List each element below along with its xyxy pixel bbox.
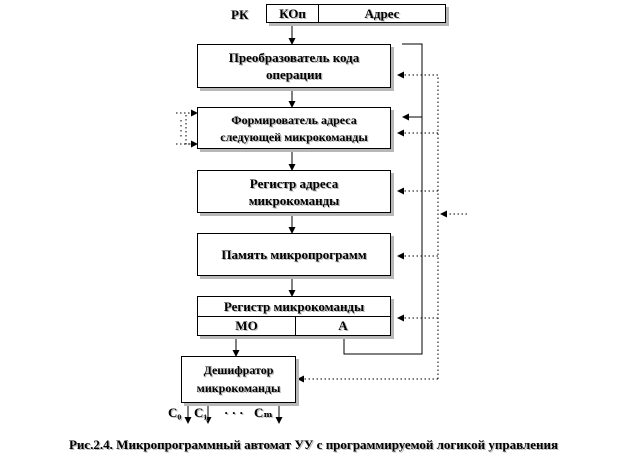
microcommand-address-register-line2: микрокоманды [248, 193, 340, 208]
signal-c1: C₁ [194, 405, 208, 420]
microcommand-decoder-block [181, 356, 296, 403]
signal-cm: Cₘ [254, 405, 273, 420]
microcommand-decoder-line1: Дешифратор [203, 363, 274, 377]
dotted-control-trunk [399, 75, 438, 379]
dotted-condition-bracket [176, 113, 196, 144]
opcode-field: КОп [279, 6, 306, 21]
opcode-converter-line1: Преобразователь кода [228, 50, 360, 65]
opcode-converter-line2: операции [266, 67, 322, 82]
next-address-former-block [197, 107, 391, 149]
microcommand-address-register-line1: Регистр адреса [249, 176, 339, 191]
microcommand-register-divider-h [198, 316, 390, 317]
microcommand-register-block [197, 296, 391, 336]
microprogram-memory-block [197, 233, 391, 276]
next-address-former-line2: следующей микрокоманды [220, 130, 368, 144]
microprogram-memory-label: Память микропрограмм [221, 247, 367, 262]
microcommand-register-title: Регистр микрокоманды [223, 299, 365, 314]
figure-caption: Рис.2.4. Микропрограммный автомат УУ с программируемой логикой управления [68, 437, 558, 452]
instruction-register [266, 4, 446, 23]
microcommand-decoder-line2: микрокоманды [196, 381, 281, 395]
microcommand-address-register-block [197, 170, 391, 213]
instruction-register-label: РК [231, 7, 249, 22]
opcode-converter-block [197, 44, 391, 88]
next-address-former-line1: Формирователь адреса [231, 113, 357, 127]
signal-dots: · · · [224, 405, 244, 420]
a-field: А [338, 318, 348, 333]
address-field: Адрес [364, 6, 400, 21]
mo-field: МО [235, 318, 258, 333]
signal-c0: C₀ [168, 405, 182, 420]
